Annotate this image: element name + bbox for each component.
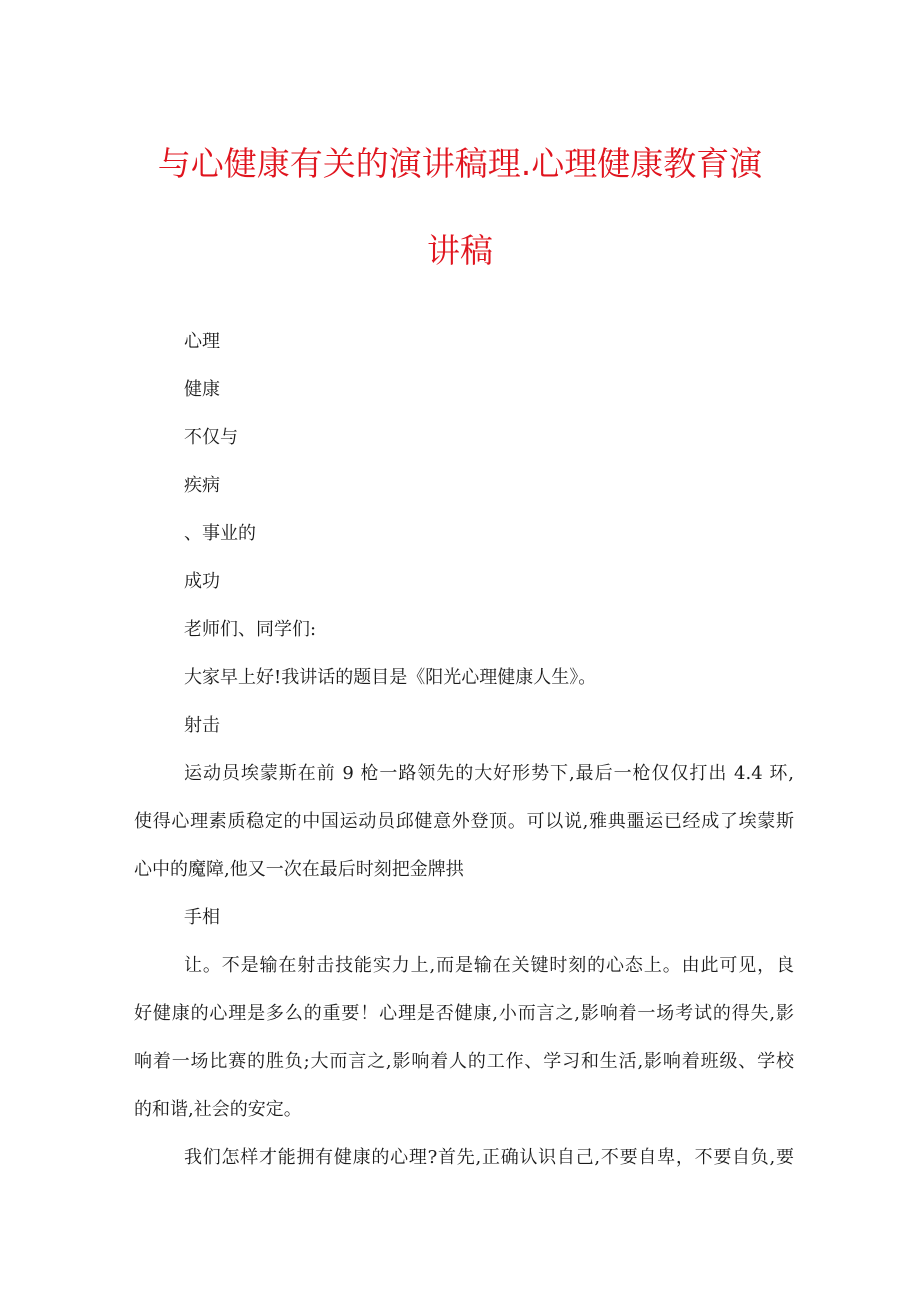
paragraph-line: 好健康的心理是多么的重要！心理是否健康,小而言之,影响着一场考试的得失,影 xyxy=(134,1003,794,1024)
paragraph-line: 让。不是输在射击技能实力上,而是输在关键时刻的心态上。由此可见，良 xyxy=(184,955,794,976)
paragraph-line: 响着一场比赛的胜负;大而言之,影响着人的工作、学习和生活,影响着班级、学校 xyxy=(134,1051,794,1072)
paragraph-line: 心中的魔障,他又一次在最后时刻把金牌拱 xyxy=(134,859,464,880)
fragment-line: 手相 xyxy=(184,907,220,928)
opening-line: 大家早上好!我讲话的题目是《阳光心理健康人生》。 xyxy=(184,667,597,688)
fragment-line: 心理 xyxy=(184,331,220,352)
fragment-line: 不仅与 xyxy=(184,427,238,448)
salutation: 老师们、同学们: xyxy=(184,619,317,640)
paragraph-line: 运动员埃蒙斯在前 9 枪一路领先的大好形势下,最后一枪仅仅打出 4.4 环, xyxy=(184,763,794,784)
document-title-line-2: 讲稿 xyxy=(427,231,493,270)
fragment-line: 射击 xyxy=(184,715,220,736)
paragraph-line: 使得心理素质稳定的中国运动员邱健意外登顶。可以说,雅典噩运已经成了埃蒙斯 xyxy=(134,811,794,832)
paragraph-line: 我们怎样才能拥有健康的心理?首先,正确认识自己,不要自卑，不要自负,要 xyxy=(184,1147,794,1168)
document-title-line-1: 与心健康有关的演讲稿理.心理健康教育演 xyxy=(157,144,763,183)
fragment-line: 成功 xyxy=(184,571,220,592)
fragment-line: 疾病 xyxy=(184,475,220,496)
fragment-line: 、事业的 xyxy=(184,523,256,544)
paragraph-line: 的和谐,社会的安定。 xyxy=(134,1099,302,1120)
fragment-line: 健康 xyxy=(184,379,220,400)
